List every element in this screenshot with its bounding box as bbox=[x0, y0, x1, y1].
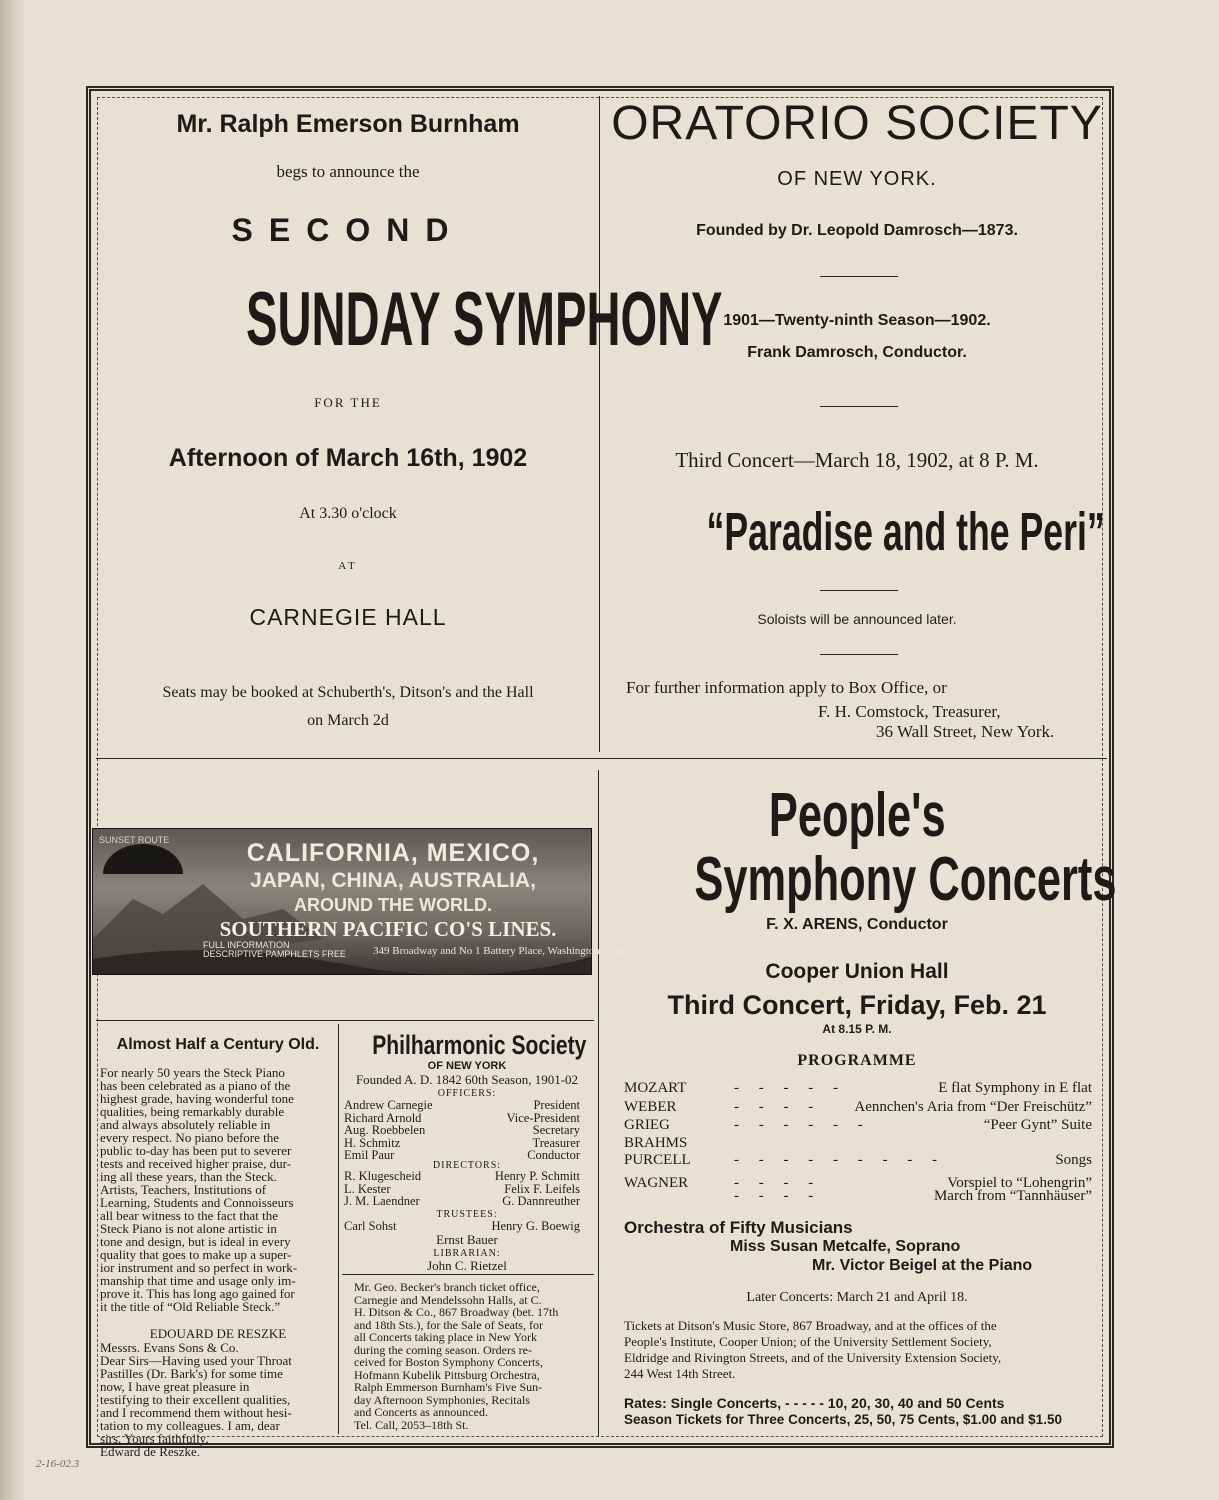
margin-note: 2-16-02.3 bbox=[36, 1458, 80, 1470]
sunday-symphony-title bbox=[100, 276, 723, 364]
tickets-line: Tickets at Ditson's Music Store, 867 Broadway, and at the offices of the bbox=[624, 1318, 997, 1333]
sunday-symphony-text: SUNDAY SYMPHONY bbox=[246, 277, 723, 362]
reszke-body-line: Dear Sirs—Having used your Throat bbox=[100, 1353, 292, 1368]
programme-work: Songs bbox=[1055, 1152, 1092, 1168]
programme-composer: WAGNER bbox=[624, 1175, 689, 1191]
divider-horizontal-middle bbox=[96, 758, 1107, 759]
ad-corner-text: SUNSET ROUTE bbox=[99, 835, 170, 845]
programme-composer: WEBER bbox=[624, 1099, 677, 1115]
at-label: AT bbox=[338, 560, 358, 572]
reszke-body bbox=[100, 1341, 336, 1458]
oratorio-work: “Paradise and the Peri” bbox=[706, 502, 1105, 562]
peoples-conductor: F. X. ARENS, Conductor bbox=[766, 916, 948, 933]
becker-body-line: Hofmann Kubelik Pittsburg Orchestra, bbox=[354, 1367, 540, 1382]
reszke-body-line: sirs, Yours faithfully, bbox=[100, 1431, 209, 1446]
peoples-hall: Cooper Union Hall bbox=[765, 960, 949, 983]
seats-line-1: Seats may be booked at Schuberth's, Ditson's and the Hall bbox=[162, 684, 534, 701]
phil-director-row-cell: J. M. Laendner bbox=[344, 1194, 420, 1208]
seats-line-2: on March 2d bbox=[307, 712, 389, 729]
becker-body-line: ceived for Boston Symphony Concerts, bbox=[354, 1355, 543, 1369]
peoples-later: Later Concerts: March 21 and April 18. bbox=[746, 1290, 968, 1305]
oratorio-conductor: Frank Damrosch, Conductor. bbox=[747, 344, 967, 361]
rule-3 bbox=[820, 590, 898, 591]
concert-date: Afternoon of March 16th, 1902 bbox=[168, 444, 528, 472]
steck-body-line: ior instrument and so perfect in work- bbox=[100, 1260, 298, 1275]
steck-body bbox=[100, 1066, 336, 1313]
ad-line-4: SOUTHERN PACIFIC CO'S LINES. bbox=[219, 917, 557, 941]
steck-body-line: tone and design, but is ideal in every bbox=[100, 1234, 291, 1249]
oratorio-title: ORATORIO SOCIETY bbox=[611, 97, 1103, 150]
peoples-rates-2: Season Tickets for Three Concerts, 25, 50, 75 Cents, $1.00 and $1.50 bbox=[624, 1412, 1062, 1427]
becker-body-line: and Concerts as announced. bbox=[354, 1405, 488, 1419]
phil-director-row bbox=[344, 1170, 580, 1183]
burnham-announce: begs to announce the bbox=[276, 162, 420, 181]
phil-founded: Founded A. D. 1842 60th Season, 1901-02 bbox=[355, 1072, 579, 1087]
becker-body bbox=[354, 1281, 590, 1431]
phil-sub: OF NEW YORK bbox=[427, 1060, 507, 1072]
steck-body-line: Steck Piano is not alone artistic in bbox=[100, 1221, 277, 1236]
phil-title-wrap bbox=[342, 1028, 592, 1062]
oratorio-soloists: Soloists will be announced later. bbox=[757, 611, 957, 627]
programme-leader: - - - - bbox=[734, 1099, 822, 1115]
programme-composer: BRAHMS bbox=[624, 1135, 688, 1151]
steck-body-line: prove it. This has long ago gained for bbox=[100, 1286, 295, 1301]
ad-line-3: AROUND THE WORLD. bbox=[294, 895, 492, 915]
programme-work: E flat Symphony in E flat bbox=[938, 1080, 1092, 1096]
steck-body-line: For nearly 50 years the Steck Piano bbox=[100, 1065, 285, 1080]
ad-info-b: DESCRIPTIVE PAMPHLETS FREE bbox=[203, 949, 346, 959]
phil-officer-row bbox=[344, 1099, 580, 1112]
steck-body-line: has been celebrated as a piano of the bbox=[100, 1078, 291, 1093]
becker-body-line: Carnegie and Mendelssohn Halls, at C. bbox=[354, 1292, 542, 1307]
oratorio-concert: Third Concert—March 18, 1902, at 8 P. M. bbox=[675, 448, 1039, 472]
phil-officer-row-cell: Conductor bbox=[527, 1148, 580, 1162]
programme-work: “Peer Gynt” Suite bbox=[983, 1117, 1092, 1133]
steck-body-line: it the title of “Old Reliable Steck.” bbox=[100, 1299, 281, 1314]
reszke-body-line: and I recommend them without hesi- bbox=[100, 1405, 292, 1420]
phil-trustees-heading: TRUSTEES: bbox=[436, 1209, 498, 1220]
phil-directors bbox=[344, 1170, 580, 1208]
oratorio-founded: Founded by Dr. Leopold Damrosch—1873. bbox=[696, 222, 1018, 239]
programme-heading: PROGRAMME bbox=[797, 1052, 917, 1069]
rule-2 bbox=[820, 406, 898, 407]
rule-4 bbox=[820, 654, 898, 655]
phil-officer-row-cell: Aug. Roebbelen bbox=[344, 1123, 426, 1137]
steck-body-line: public to-day has been put to severer bbox=[100, 1143, 292, 1158]
phil-director-row-cell: Felix F. Leifels bbox=[504, 1181, 580, 1196]
programme-leader: - - - - - - - - - bbox=[734, 1152, 945, 1168]
phil-officers bbox=[344, 1099, 580, 1162]
becker-body-line: H. Ditson & Co., 867 Broadway (bet. 17th bbox=[354, 1305, 559, 1319]
ad-address: 349 Broadway and No 1 Battery Place, Washington Bldg. bbox=[373, 945, 627, 957]
divider-vertical-bottom bbox=[598, 770, 599, 1437]
programme-work: Aennchen's Aria from “Der Freischütz” bbox=[854, 1099, 1092, 1115]
ad-info-a: FULL INFORMATION bbox=[203, 940, 290, 950]
peoples-soloist-2: Mr. Victor Beigel at the Piano bbox=[812, 1257, 1033, 1274]
steck-title: Almost Half a Century Old. bbox=[116, 1036, 320, 1053]
tickets-line: Eldridge and Rivington Streets, and of the University Extension Society, bbox=[624, 1350, 1002, 1365]
divider-vertical-top bbox=[599, 96, 600, 752]
steck-body-line: ing all these years, than the Steck. bbox=[100, 1169, 277, 1184]
peoples-title-1-wrap bbox=[604, 780, 1110, 852]
becker-body-line: Mr. Geo. Becker's branch ticket office, bbox=[354, 1280, 540, 1294]
steck-body-line: qualities, being remarkably durable bbox=[100, 1104, 285, 1119]
tickets-line: People's Institute, Cooper Union; of the University Settlement Society, bbox=[624, 1334, 992, 1349]
phil-librarian: John C. Rietzel bbox=[427, 1258, 507, 1273]
second-label: SECOND bbox=[231, 212, 465, 248]
phil-officer-row-cell: Richard Arnold bbox=[344, 1110, 422, 1125]
reszke-body-line: Pastilles (Dr. Bark's) for some time bbox=[100, 1366, 283, 1381]
phil-divider bbox=[342, 1274, 594, 1275]
peoples-rates-1: Rates: Single Concerts, - - - - - 10, 20, 30, 40 and 50 Cents bbox=[624, 1395, 1005, 1411]
concert-time: At 3.30 o'clock bbox=[299, 505, 397, 522]
steck-body-line: and always absolutely reliable in bbox=[100, 1117, 271, 1132]
oratorio-info-2: F. H. Comstock, Treasurer, bbox=[818, 702, 1001, 721]
reszke-body-line: testifying to their excellent qualities, bbox=[100, 1392, 291, 1407]
oratorio-subtitle: OF NEW YORK. bbox=[777, 168, 937, 190]
steck-body-line: manship that time and usage only im- bbox=[100, 1273, 296, 1288]
oratorio-info-1: For further information apply to Box Office, or bbox=[626, 678, 947, 697]
steck-body-line: every respect. No piano before the bbox=[100, 1130, 280, 1145]
divider-left-lower bbox=[96, 1020, 594, 1021]
phil-director-row-cell: L. Kester bbox=[344, 1181, 391, 1196]
phil-officer-row-cell: H. Schmitz bbox=[344, 1135, 401, 1150]
steck-body-line: tests and received higher praise, dur- bbox=[100, 1156, 292, 1171]
reszke-title: EDOUARD DE RESZKE bbox=[149, 1326, 287, 1341]
peoples-title-2: Symphony Concerts bbox=[694, 845, 1117, 914]
venue: CARNEGIE HALL bbox=[249, 604, 447, 630]
reszke-body-line: Edward de Reszke. bbox=[100, 1444, 200, 1459]
peoples-title-2-wrap bbox=[604, 844, 1117, 916]
divider-left-columns bbox=[338, 1024, 339, 1434]
binding-spine bbox=[0, 0, 26, 1500]
rule-1 bbox=[820, 276, 898, 277]
reszke-body-line: Messrs. Evans Sons & Co. bbox=[100, 1340, 239, 1355]
programme-leader: - - - - - bbox=[734, 1080, 846, 1096]
phil-officer-row-cell: Andrew Carnegie bbox=[344, 1098, 433, 1112]
programme-leader: - - - - - - bbox=[734, 1117, 871, 1133]
reszke-body-line: now, I have great pleasure in bbox=[100, 1379, 250, 1394]
programme-leader: - - - - bbox=[734, 1175, 822, 1191]
peoples-concert: Third Concert, Friday, Feb. 21 bbox=[667, 990, 1047, 1020]
peoples-soloist-1: Miss Susan Metcalfe, Soprano bbox=[730, 1238, 961, 1255]
programme-composer: MOZART bbox=[624, 1080, 687, 1096]
becker-body-line: and 18th Sts.), for the Sale of Seats, for bbox=[354, 1317, 543, 1332]
steck-body-line: Artists, Teachers, Institutions of bbox=[100, 1182, 267, 1197]
phil-trustee-row-cell: Henry G. Boewig bbox=[491, 1219, 580, 1233]
phil-officer-row-cell: Emil Paur bbox=[344, 1148, 395, 1162]
ad-line-1: CALIFORNIA, MEXICO, bbox=[246, 839, 540, 867]
steck-body-line: highest grade, having wonderful tone bbox=[100, 1091, 294, 1106]
peoples-time: At 8.15 P. M. bbox=[822, 1022, 892, 1036]
oratorio-info-3: 36 Wall Street, New York. bbox=[876, 722, 1055, 741]
phil-trustee-row-cell: Carl Sohst bbox=[344, 1219, 397, 1233]
becker-body-line: all Concerts taking place in New York bbox=[354, 1330, 537, 1344]
phil-directors-heading: DIRECTORS: bbox=[432, 1160, 502, 1171]
phil-officer-row-cell: President bbox=[533, 1098, 580, 1112]
for-the-label: FOR THE bbox=[314, 395, 382, 410]
phil-title: Philharmonic Society bbox=[372, 1030, 587, 1060]
steck-body-line: all bear witness to the fact that the bbox=[100, 1208, 278, 1223]
becker-body-line: Tel. Call, 2053–18th St. bbox=[354, 1417, 469, 1432]
phil-director-row-cell: Henry P. Schmitt bbox=[494, 1169, 580, 1183]
reszke-body-line: tation to my colleagues. I am, dear bbox=[100, 1418, 280, 1433]
programme-composer: PURCELL bbox=[624, 1152, 691, 1168]
phil-librarian-heading: LIBRARIAN: bbox=[433, 1248, 501, 1259]
phil-officer-row-cell: Vice-President bbox=[506, 1110, 580, 1125]
programme-leader: - - - - bbox=[734, 1188, 822, 1204]
phil-director-row-cell: R. Klugescheid bbox=[344, 1169, 422, 1183]
southern-pacific-ad bbox=[92, 828, 627, 975]
phil-director-row-cell: G. Dannreuther bbox=[502, 1194, 580, 1208]
steck-body-line: Learning, Students and Connoisseurs bbox=[100, 1195, 294, 1210]
burnham-heading: Mr. Ralph Emerson Burnham bbox=[176, 110, 520, 138]
phil-officer-row-cell: Secretary bbox=[532, 1123, 580, 1137]
becker-body-line: day Afternoon Symphonies, Recitals bbox=[354, 1392, 530, 1407]
programme-composer: GRIEG bbox=[624, 1117, 670, 1133]
phil-trustees bbox=[344, 1220, 580, 1233]
peoples-orchestra: Orchestra of Fifty Musicians bbox=[624, 1218, 853, 1237]
peoples-title-1: People's bbox=[768, 781, 946, 850]
programme-work: March from “Tannhäuser” bbox=[933, 1188, 1092, 1204]
ad-info bbox=[203, 941, 346, 959]
phil-officers-heading: OFFICERS: bbox=[437, 1088, 497, 1099]
phil-officer-row bbox=[344, 1124, 580, 1137]
phil-officer-row-cell: Treasurer bbox=[532, 1135, 580, 1150]
becker-body-line: during the coming season. Orders re- bbox=[354, 1342, 532, 1357]
phil-trustee-row bbox=[344, 1220, 580, 1233]
oratorio-work-wrap bbox=[604, 498, 1110, 566]
tickets-line: 244 West 14th Street. bbox=[624, 1366, 736, 1381]
oratorio-season: 1901—Twenty-ninth Season—1902. bbox=[723, 312, 991, 329]
phil-trustee-extra: Ernst Bauer bbox=[436, 1232, 498, 1247]
ad-line-2: JAPAN, CHINA, AUSTRALIA, bbox=[250, 869, 536, 892]
becker-body-line: Ralph Emmerson Burnham's Five Sun- bbox=[354, 1380, 543, 1394]
steck-body-line: quality that goes to make up a super- bbox=[100, 1247, 292, 1262]
phil-director-row bbox=[344, 1195, 580, 1208]
programme-work: Vorspiel to “Lohengrin” bbox=[947, 1175, 1092, 1191]
peoples-tickets bbox=[624, 1318, 1104, 1382]
